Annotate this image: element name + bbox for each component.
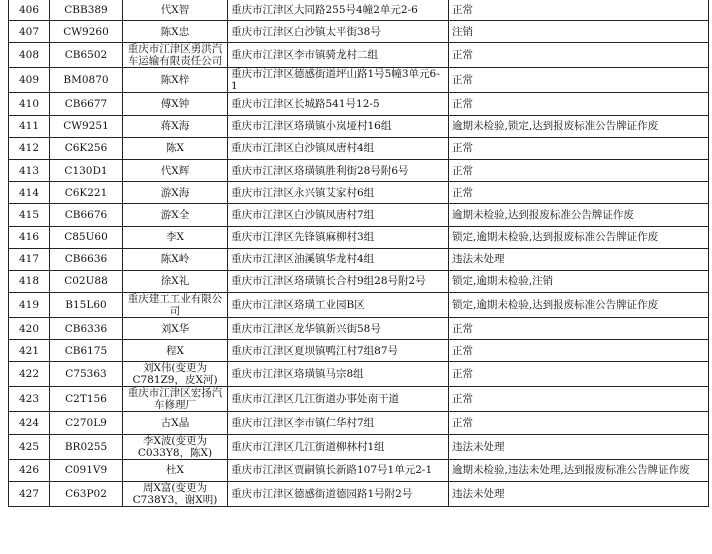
- row-number-cell: 425: [9, 434, 50, 459]
- status-cell: 违法未处理: [449, 481, 709, 506]
- row-number-cell: 427: [9, 481, 50, 506]
- address-cell: 重庆市江津区李市镇仁华村7组: [228, 412, 449, 434]
- table-row: [9, 115, 709, 137]
- table-row: [9, 159, 709, 181]
- row-number-cell: 411: [9, 115, 50, 137]
- address-cell: 重庆市江津区几江街道柳林村1组: [228, 434, 449, 459]
- owner-name-cell: 重庆市江津区宏扬汽车修理厂: [123, 387, 228, 412]
- table-row: [9, 412, 709, 434]
- owner-name-cell: 重庆建工工业有限公司: [123, 293, 228, 318]
- plate-number-cell: C63P02: [50, 481, 123, 506]
- table-row: [9, 21, 709, 43]
- row-number-cell: 414: [9, 182, 50, 204]
- row-number-cell: 406: [9, 0, 50, 21]
- owner-name-cell: 陈X忠: [123, 21, 228, 43]
- status-cell: 锁定,逾期未检验,达到报废标准公告牌证作废: [449, 226, 709, 248]
- owner-name-cell: 陈X: [123, 137, 228, 159]
- row-number-cell: 415: [9, 204, 50, 226]
- plate-number-cell: CB6676: [50, 204, 123, 226]
- plate-number-cell: C091V9: [50, 459, 123, 481]
- status-cell: 逾期未检验,锁定,达到报废标准公告牌证作废: [449, 115, 709, 137]
- status-cell: 锁定,逾期未检验,注销: [449, 270, 709, 292]
- plate-number-cell: C02U88: [50, 270, 123, 292]
- address-cell: 重庆市江津区珞璜镇小岚垭村16组: [228, 115, 449, 137]
- table-row: [9, 137, 709, 159]
- table-row: [9, 270, 709, 292]
- address-cell: 重庆市江津区长城路541号12-5: [228, 93, 449, 115]
- owner-name-cell: 蒋X海: [123, 115, 228, 137]
- owner-name-cell: 刘X伟(变更为C781Z9，皮X河): [123, 362, 228, 387]
- address-cell: 重庆市江津区夏坝镇鸭江村7组87号: [228, 340, 449, 362]
- plate-number-cell: CB6677: [50, 93, 123, 115]
- address-cell: 重庆市江津区龙华镇新兴街58号: [228, 318, 449, 340]
- table-row: [9, 481, 709, 506]
- status-cell: 正常: [449, 68, 709, 93]
- vehicle-record-table: [8, 0, 709, 507]
- owner-name-cell: 刘X华: [123, 318, 228, 340]
- table-row: [9, 93, 709, 115]
- plate-number-cell: B15L60: [50, 293, 123, 318]
- table-row: [9, 0, 709, 21]
- owner-name-cell: 杜X: [123, 459, 228, 481]
- status-cell: 锁定,逾期未检验,达到报废标准公告牌证作废: [449, 293, 709, 318]
- plate-number-cell: C130D1: [50, 159, 123, 181]
- owner-name-cell: 程X: [123, 340, 228, 362]
- owner-name-cell: 游X全: [123, 204, 228, 226]
- status-cell: 违法未处理: [449, 434, 709, 459]
- address-cell: 重庆市江津区珞璜镇胜利街28号附6号: [228, 159, 449, 181]
- status-cell: 正常: [449, 387, 709, 412]
- status-cell: 正常: [449, 182, 709, 204]
- plate-number-cell: CB6175: [50, 340, 123, 362]
- row-number-cell: 409: [9, 68, 50, 93]
- status-cell: 违法未处理: [449, 248, 709, 270]
- owner-name-cell: 重庆市江津区勇洪汽车运输有限责任公司: [123, 43, 228, 68]
- table-row: [9, 318, 709, 340]
- table-row: [9, 362, 709, 387]
- status-cell: 正常: [449, 93, 709, 115]
- owner-name-cell: 周X富(变更为C738Y3，谢X明): [123, 481, 228, 506]
- address-cell: 重庆市江津区珞璜镇马宗8组: [228, 362, 449, 387]
- address-cell: 重庆市江津区先锋镇麻柳村3组: [228, 226, 449, 248]
- plate-number-cell: CB6502: [50, 43, 123, 68]
- plate-number-cell: C270L9: [50, 412, 123, 434]
- owner-name-cell: 徐X礼: [123, 270, 228, 292]
- address-cell: 重庆市江津区永兴镇艾家村6组: [228, 182, 449, 204]
- address-cell: 重庆市江津区德感街道坪山路1号5幢3单元6-1: [228, 68, 449, 93]
- status-cell: 逾期未检验,达到报废标准公告牌证作废: [449, 204, 709, 226]
- status-cell: 逾期未检验,违法未处理,达到报废标准公告牌证作废: [449, 459, 709, 481]
- plate-number-cell: CW9260: [50, 21, 123, 43]
- owner-name-cell: 游X海: [123, 182, 228, 204]
- status-cell: 注销: [449, 21, 709, 43]
- status-cell: 正常: [449, 159, 709, 181]
- status-cell: 正常: [449, 318, 709, 340]
- row-number-cell: 420: [9, 318, 50, 340]
- address-cell: 重庆市江津区贾嗣镇长新路107号1单元2-1: [228, 459, 449, 481]
- status-cell: 正常: [449, 340, 709, 362]
- table-row: [9, 459, 709, 481]
- row-number-cell: 413: [9, 159, 50, 181]
- row-number-cell: 412: [9, 137, 50, 159]
- table-row: [9, 434, 709, 459]
- plate-number-cell: CW9251: [50, 115, 123, 137]
- row-number-cell: 424: [9, 412, 50, 434]
- row-number-cell: 417: [9, 248, 50, 270]
- plate-number-cell: CB6336: [50, 318, 123, 340]
- address-cell: 重庆市江津区白沙镇凤唐村4组: [228, 137, 449, 159]
- address-cell: 重庆市江津区几江街道办事处南干道: [228, 387, 449, 412]
- address-cell: 重庆市江津区大同路255号4幢2单元2-6: [228, 0, 449, 21]
- owner-name-cell: 古X晶: [123, 412, 228, 434]
- table-row: [9, 226, 709, 248]
- owner-name-cell: 陈X梓: [123, 68, 228, 93]
- address-cell: 重庆市江津区油溪镇华龙村4组: [228, 248, 449, 270]
- plate-number-cell: BM0870: [50, 68, 123, 93]
- owner-name-cell: 代X智: [123, 0, 228, 21]
- row-number-cell: 410: [9, 93, 50, 115]
- table-row: [9, 68, 709, 93]
- status-cell: 正常: [449, 412, 709, 434]
- row-number-cell: 407: [9, 21, 50, 43]
- table-row: [9, 248, 709, 270]
- table-row: [9, 182, 709, 204]
- owner-name-cell: 李X: [123, 226, 228, 248]
- address-cell: 重庆市江津区李市镇骑龙村二组: [228, 43, 449, 68]
- row-number-cell: 416: [9, 226, 50, 248]
- address-cell: 重庆市江津区白沙镇凤唐村7组: [228, 204, 449, 226]
- row-number-cell: 426: [9, 459, 50, 481]
- owner-name-cell: 代X辉: [123, 159, 228, 181]
- status-cell: 正常: [449, 137, 709, 159]
- plate-number-cell: C75363: [50, 362, 123, 387]
- row-number-cell: 408: [9, 43, 50, 68]
- plate-number-cell: C6K221: [50, 182, 123, 204]
- row-number-cell: 418: [9, 270, 50, 292]
- plate-number-cell: CBB389: [50, 0, 123, 21]
- table-body: [9, 0, 709, 506]
- address-cell: 重庆市江津区白沙镇太平街38号: [228, 21, 449, 43]
- table-row: [9, 43, 709, 68]
- row-number-cell: 423: [9, 387, 50, 412]
- plate-number-cell: C6K256: [50, 137, 123, 159]
- owner-name-cell: 陈X岭: [123, 248, 228, 270]
- row-number-cell: 419: [9, 293, 50, 318]
- address-cell: 重庆市江津区德感街道德园路1号附2号: [228, 481, 449, 506]
- plate-number-cell: C2T156: [50, 387, 123, 412]
- plate-number-cell: BR0255: [50, 434, 123, 459]
- plate-number-cell: C85U60: [50, 226, 123, 248]
- table-row: [9, 387, 709, 412]
- owner-name-cell: 李X波(变更为C033Y8，陈X): [123, 434, 228, 459]
- table-row: [9, 293, 709, 318]
- row-number-cell: 422: [9, 362, 50, 387]
- status-cell: 正常: [449, 0, 709, 21]
- row-number-cell: 421: [9, 340, 50, 362]
- address-cell: 重庆市江津区珞璜镇长合村9组28号附2号: [228, 270, 449, 292]
- plate-number-cell: CB6636: [50, 248, 123, 270]
- status-cell: 正常: [449, 43, 709, 68]
- status-cell: 正常: [449, 362, 709, 387]
- table-row: [9, 204, 709, 226]
- table-row: [9, 340, 709, 362]
- owner-name-cell: 傅X钟: [123, 93, 228, 115]
- address-cell: 重庆市江津区珞璜工业园B区: [228, 293, 449, 318]
